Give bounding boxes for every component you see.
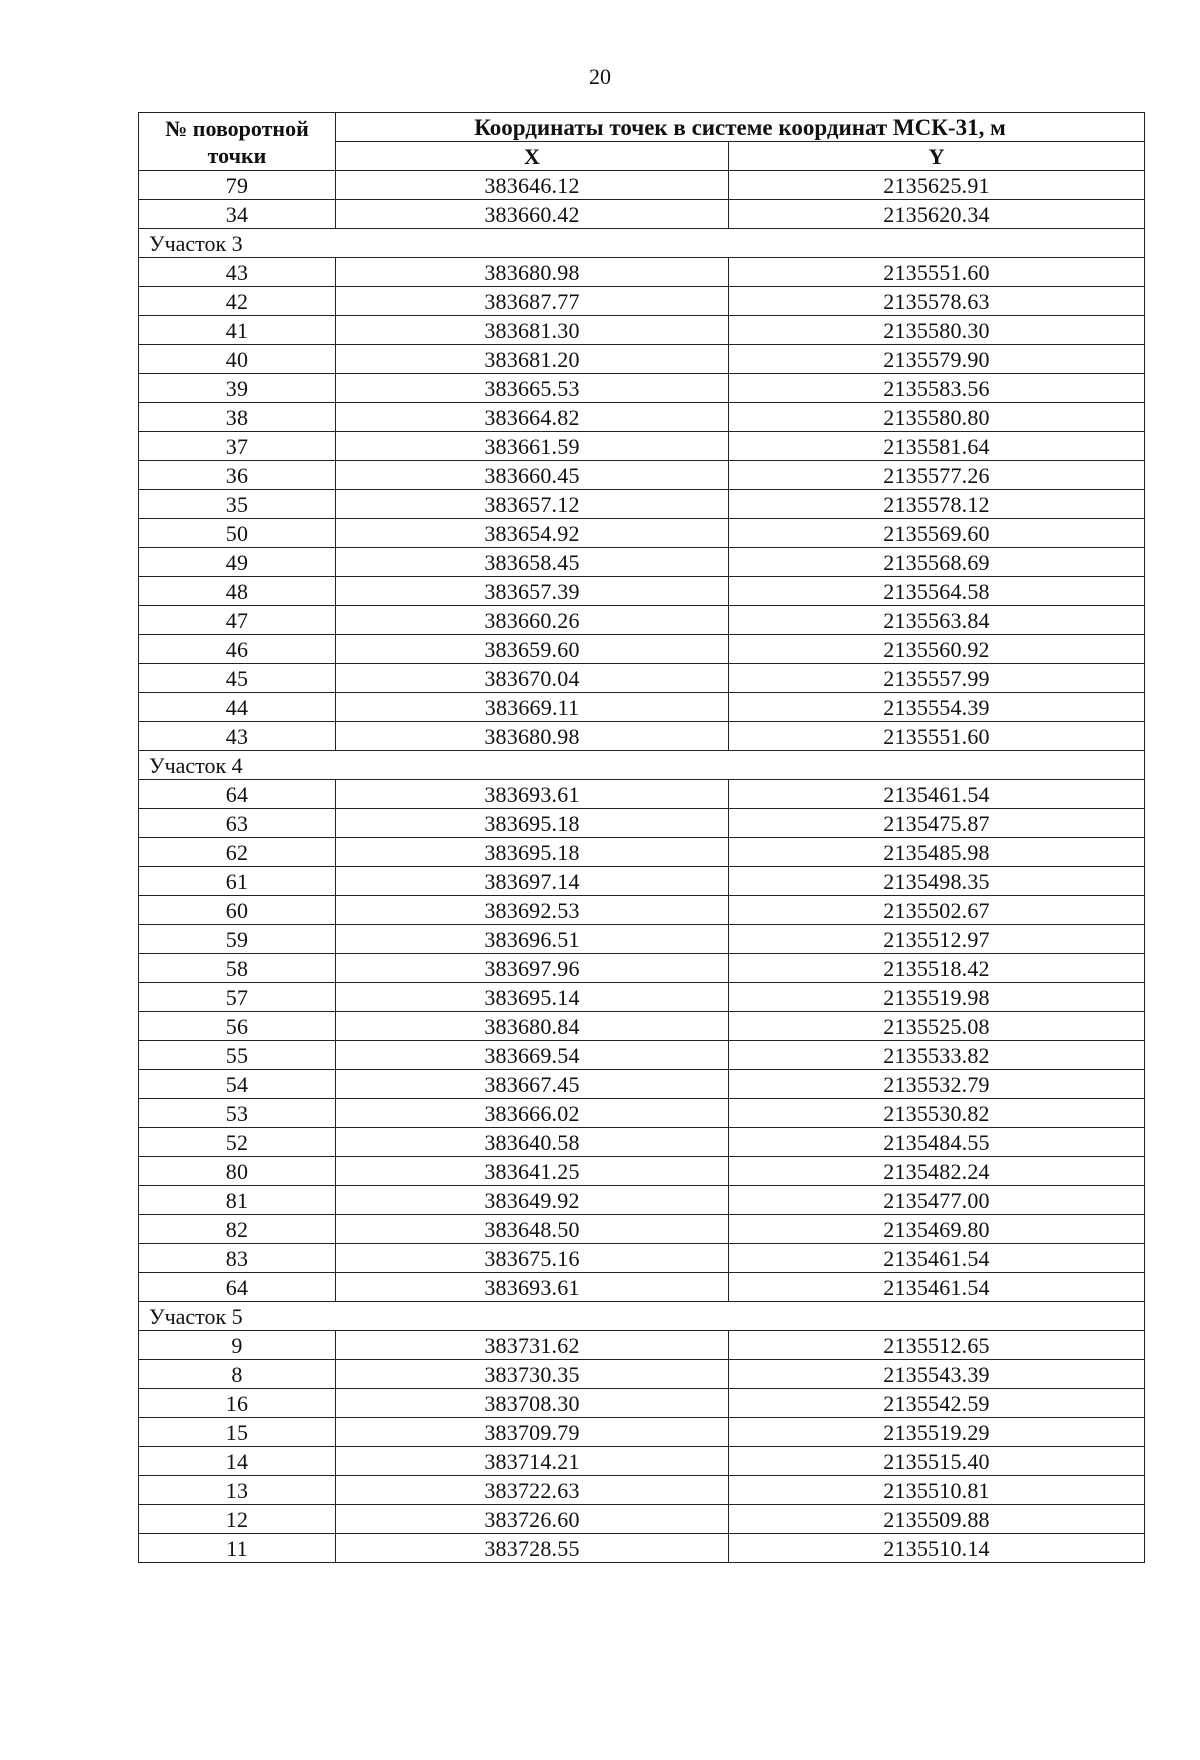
x-coordinate-cell: 383687.77 — [336, 287, 729, 316]
point-number-cell: 63 — [139, 809, 336, 838]
x-coordinate-cell: 383709.79 — [336, 1418, 729, 1447]
y-coordinate-cell: 2135515.40 — [729, 1447, 1145, 1476]
x-coordinate-cell: 383731.62 — [336, 1331, 729, 1360]
table-row — [139, 403, 1145, 432]
point-number-cell: 37 — [139, 432, 336, 461]
x-coordinate-cell: 383680.98 — [336, 722, 729, 751]
point-number-cell: 55 — [139, 1041, 336, 1070]
point-number-cell: 82 — [139, 1215, 336, 1244]
y-coordinate-cell: 2135525.08 — [729, 1012, 1145, 1041]
x-coordinate-cell: 383695.18 — [336, 838, 729, 867]
x-coordinate-cell: 383666.02 — [336, 1099, 729, 1128]
point-number-cell: 14 — [139, 1447, 336, 1476]
y-coordinate-cell: 2135512.65 — [729, 1331, 1145, 1360]
point-number-cell: 56 — [139, 1012, 336, 1041]
table-row — [139, 374, 1145, 403]
section-label: Участок 3 — [139, 229, 1145, 258]
table-row — [139, 1128, 1145, 1157]
table-row — [139, 809, 1145, 838]
point-number-cell: 53 — [139, 1099, 336, 1128]
table-row — [139, 1244, 1145, 1273]
point-number-cell: 40 — [139, 345, 336, 374]
x-coordinate-cell: 383640.58 — [336, 1128, 729, 1157]
y-coordinate-cell: 2135568.69 — [729, 548, 1145, 577]
y-coordinate-cell: 2135560.92 — [729, 635, 1145, 664]
point-number-cell: 49 — [139, 548, 336, 577]
table-row — [139, 461, 1145, 490]
x-coordinate-cell: 383728.55 — [336, 1534, 729, 1563]
header-x: X — [336, 142, 729, 171]
y-coordinate-cell: 2135518.42 — [729, 954, 1145, 983]
point-number-cell: 61 — [139, 867, 336, 896]
x-coordinate-cell: 383722.63 — [336, 1476, 729, 1505]
x-coordinate-cell: 383697.96 — [336, 954, 729, 983]
point-number-cell: 47 — [139, 606, 336, 635]
point-number-cell: 50 — [139, 519, 336, 548]
y-coordinate-cell: 2135502.67 — [729, 896, 1145, 925]
table-row — [139, 1012, 1145, 1041]
point-number-cell: 57 — [139, 983, 336, 1012]
point-number-cell: 83 — [139, 1244, 336, 1273]
coordinates-table — [138, 112, 1145, 1563]
y-coordinate-cell: 2135484.55 — [729, 1128, 1145, 1157]
point-number-cell: 64 — [139, 1273, 336, 1302]
point-number-cell: 79 — [139, 171, 336, 200]
y-coordinate-cell: 2135475.87 — [729, 809, 1145, 838]
x-coordinate-cell: 383660.45 — [336, 461, 729, 490]
table-row — [139, 635, 1145, 664]
x-coordinate-cell: 383681.30 — [336, 316, 729, 345]
y-coordinate-cell: 2135510.14 — [729, 1534, 1145, 1563]
y-coordinate-cell: 2135580.30 — [729, 316, 1145, 345]
point-number-cell: 13 — [139, 1476, 336, 1505]
y-coordinate-cell: 2135578.12 — [729, 490, 1145, 519]
x-coordinate-cell: 383659.60 — [336, 635, 729, 664]
y-coordinate-cell: 2135620.34 — [729, 200, 1145, 229]
x-coordinate-cell: 383680.98 — [336, 258, 729, 287]
point-number-cell: 39 — [139, 374, 336, 403]
y-coordinate-cell: 2135519.98 — [729, 983, 1145, 1012]
y-coordinate-cell: 2135469.80 — [729, 1215, 1145, 1244]
table-row — [139, 925, 1145, 954]
y-coordinate-cell: 2135551.60 — [729, 258, 1145, 287]
y-coordinate-cell: 2135533.82 — [729, 1041, 1145, 1070]
x-coordinate-cell: 383692.53 — [336, 896, 729, 925]
table-row — [139, 519, 1145, 548]
x-coordinate-cell: 383669.54 — [336, 1041, 729, 1070]
point-number-cell: 12 — [139, 1505, 336, 1534]
point-number-cell: 52 — [139, 1128, 336, 1157]
point-number-cell: 15 — [139, 1418, 336, 1447]
table-row — [139, 664, 1145, 693]
header-y: Y — [729, 142, 1145, 171]
table-row — [139, 1099, 1145, 1128]
x-coordinate-cell: 383661.59 — [336, 432, 729, 461]
y-coordinate-cell: 2135581.64 — [729, 432, 1145, 461]
x-coordinate-cell: 383695.14 — [336, 983, 729, 1012]
y-coordinate-cell: 2135482.24 — [729, 1157, 1145, 1186]
x-coordinate-cell: 383670.04 — [336, 664, 729, 693]
x-coordinate-cell: 383657.39 — [336, 577, 729, 606]
point-number-cell: 43 — [139, 258, 336, 287]
y-coordinate-cell: 2135564.58 — [729, 577, 1145, 606]
table-row — [139, 258, 1145, 287]
y-coordinate-cell: 2135554.39 — [729, 693, 1145, 722]
point-number-cell: 62 — [139, 838, 336, 867]
table-row — [139, 867, 1145, 896]
point-number-cell: 58 — [139, 954, 336, 983]
table-row — [139, 838, 1145, 867]
table-row — [139, 1041, 1145, 1070]
table-row — [139, 983, 1145, 1012]
point-number-cell: 11 — [139, 1534, 336, 1563]
x-coordinate-cell: 383669.11 — [336, 693, 729, 722]
header-point-number: № поворотной точки — [139, 113, 336, 171]
y-coordinate-cell: 2135578.63 — [729, 287, 1145, 316]
x-coordinate-cell: 383665.53 — [336, 374, 729, 403]
table-row — [139, 1186, 1145, 1215]
table-row — [139, 722, 1145, 751]
point-number-cell: 35 — [139, 490, 336, 519]
table-row — [139, 490, 1145, 519]
y-coordinate-cell: 2135461.54 — [729, 1273, 1145, 1302]
table-row — [139, 577, 1145, 606]
x-coordinate-cell: 383660.42 — [336, 200, 729, 229]
page-number: 20 — [589, 64, 611, 89]
x-coordinate-cell: 383693.61 — [336, 1273, 729, 1302]
y-coordinate-cell: 2135580.80 — [729, 403, 1145, 432]
y-coordinate-cell: 2135485.98 — [729, 838, 1145, 867]
table-row — [139, 287, 1145, 316]
table-row — [139, 316, 1145, 345]
x-coordinate-cell: 383681.20 — [336, 345, 729, 374]
section-label: Участок 5 — [139, 1302, 1145, 1331]
table-row — [139, 1447, 1145, 1476]
point-number-cell: 64 — [139, 780, 336, 809]
table-row — [139, 780, 1145, 809]
y-coordinate-cell: 2135509.88 — [729, 1505, 1145, 1534]
table-row — [139, 345, 1145, 374]
y-coordinate-cell: 2135532.79 — [729, 1070, 1145, 1099]
x-coordinate-cell: 383667.45 — [336, 1070, 729, 1099]
header-coordinates: Координаты точек в системе координат МСК-31, м — [336, 113, 1145, 142]
table-row — [139, 1273, 1145, 1302]
point-number-cell: 44 — [139, 693, 336, 722]
x-coordinate-cell: 383697.14 — [336, 867, 729, 896]
y-coordinate-cell: 2135579.90 — [729, 345, 1145, 374]
table-row — [139, 1389, 1145, 1418]
point-number-cell: 80 — [139, 1157, 336, 1186]
y-coordinate-cell: 2135510.81 — [729, 1476, 1145, 1505]
table-row — [139, 1157, 1145, 1186]
y-coordinate-cell: 2135625.91 — [729, 171, 1145, 200]
point-number-cell: 42 — [139, 287, 336, 316]
table-row — [139, 954, 1145, 983]
y-coordinate-cell: 2135543.39 — [729, 1360, 1145, 1389]
x-coordinate-cell: 383693.61 — [336, 780, 729, 809]
point-number-cell: 34 — [139, 200, 336, 229]
table-row — [139, 1215, 1145, 1244]
x-coordinate-cell: 383730.35 — [336, 1360, 729, 1389]
x-coordinate-cell: 383660.26 — [336, 606, 729, 635]
y-coordinate-cell: 2135461.54 — [729, 1244, 1145, 1273]
point-number-cell: 45 — [139, 664, 336, 693]
table-row — [139, 1534, 1145, 1563]
x-coordinate-cell: 383726.60 — [336, 1505, 729, 1534]
point-number-cell: 8 — [139, 1360, 336, 1389]
y-coordinate-cell: 2135477.00 — [729, 1186, 1145, 1215]
x-coordinate-cell: 383657.12 — [336, 490, 729, 519]
y-coordinate-cell: 2135519.29 — [729, 1418, 1145, 1447]
point-number-cell: 59 — [139, 925, 336, 954]
point-number-cell: 16 — [139, 1389, 336, 1418]
table-row — [139, 896, 1145, 925]
section-label: Участок 4 — [139, 751, 1145, 780]
y-coordinate-cell: 2135530.82 — [729, 1099, 1145, 1128]
table-row — [139, 606, 1145, 635]
point-number-cell: 54 — [139, 1070, 336, 1099]
section-row — [139, 229, 1145, 258]
table-row — [139, 693, 1145, 722]
x-coordinate-cell: 383708.30 — [336, 1389, 729, 1418]
x-coordinate-cell: 383714.21 — [336, 1447, 729, 1476]
x-coordinate-cell: 383680.84 — [336, 1012, 729, 1041]
point-number-cell: 36 — [139, 461, 336, 490]
section-row — [139, 1302, 1145, 1331]
y-coordinate-cell: 2135542.59 — [729, 1389, 1145, 1418]
point-number-cell: 9 — [139, 1331, 336, 1360]
table-body — [139, 171, 1145, 1563]
y-coordinate-cell: 2135461.54 — [729, 780, 1145, 809]
table-header-row — [139, 113, 1145, 142]
y-coordinate-cell: 2135498.35 — [729, 867, 1145, 896]
x-coordinate-cell: 383658.45 — [336, 548, 729, 577]
point-number-cell: 48 — [139, 577, 336, 606]
x-coordinate-cell: 383641.25 — [336, 1157, 729, 1186]
y-coordinate-cell: 2135563.84 — [729, 606, 1145, 635]
table-row — [139, 1476, 1145, 1505]
point-number-cell: 41 — [139, 316, 336, 345]
table-row — [139, 1331, 1145, 1360]
y-coordinate-cell: 2135577.26 — [729, 461, 1145, 490]
y-coordinate-cell: 2135569.60 — [729, 519, 1145, 548]
x-coordinate-cell: 383675.16 — [336, 1244, 729, 1273]
table-row — [139, 1418, 1145, 1447]
table-row — [139, 1070, 1145, 1099]
section-row — [139, 751, 1145, 780]
x-coordinate-cell: 383649.92 — [336, 1186, 729, 1215]
table-row — [139, 548, 1145, 577]
y-coordinate-cell: 2135583.56 — [729, 374, 1145, 403]
point-number-cell: 46 — [139, 635, 336, 664]
table-row — [139, 1360, 1145, 1389]
point-number-cell: 43 — [139, 722, 336, 751]
x-coordinate-cell: 383695.18 — [336, 809, 729, 838]
x-coordinate-cell: 383646.12 — [336, 171, 729, 200]
y-coordinate-cell: 2135551.60 — [729, 722, 1145, 751]
point-number-cell: 38 — [139, 403, 336, 432]
table-row — [139, 1505, 1145, 1534]
table-row — [139, 171, 1145, 200]
table-row — [139, 432, 1145, 461]
y-coordinate-cell: 2135557.99 — [729, 664, 1145, 693]
point-number-cell: 60 — [139, 896, 336, 925]
x-coordinate-cell: 383648.50 — [336, 1215, 729, 1244]
table-row — [139, 200, 1145, 229]
point-number-cell: 81 — [139, 1186, 336, 1215]
x-coordinate-cell: 383664.82 — [336, 403, 729, 432]
x-coordinate-cell: 383654.92 — [336, 519, 729, 548]
x-coordinate-cell: 383696.51 — [336, 925, 729, 954]
y-coordinate-cell: 2135512.97 — [729, 925, 1145, 954]
